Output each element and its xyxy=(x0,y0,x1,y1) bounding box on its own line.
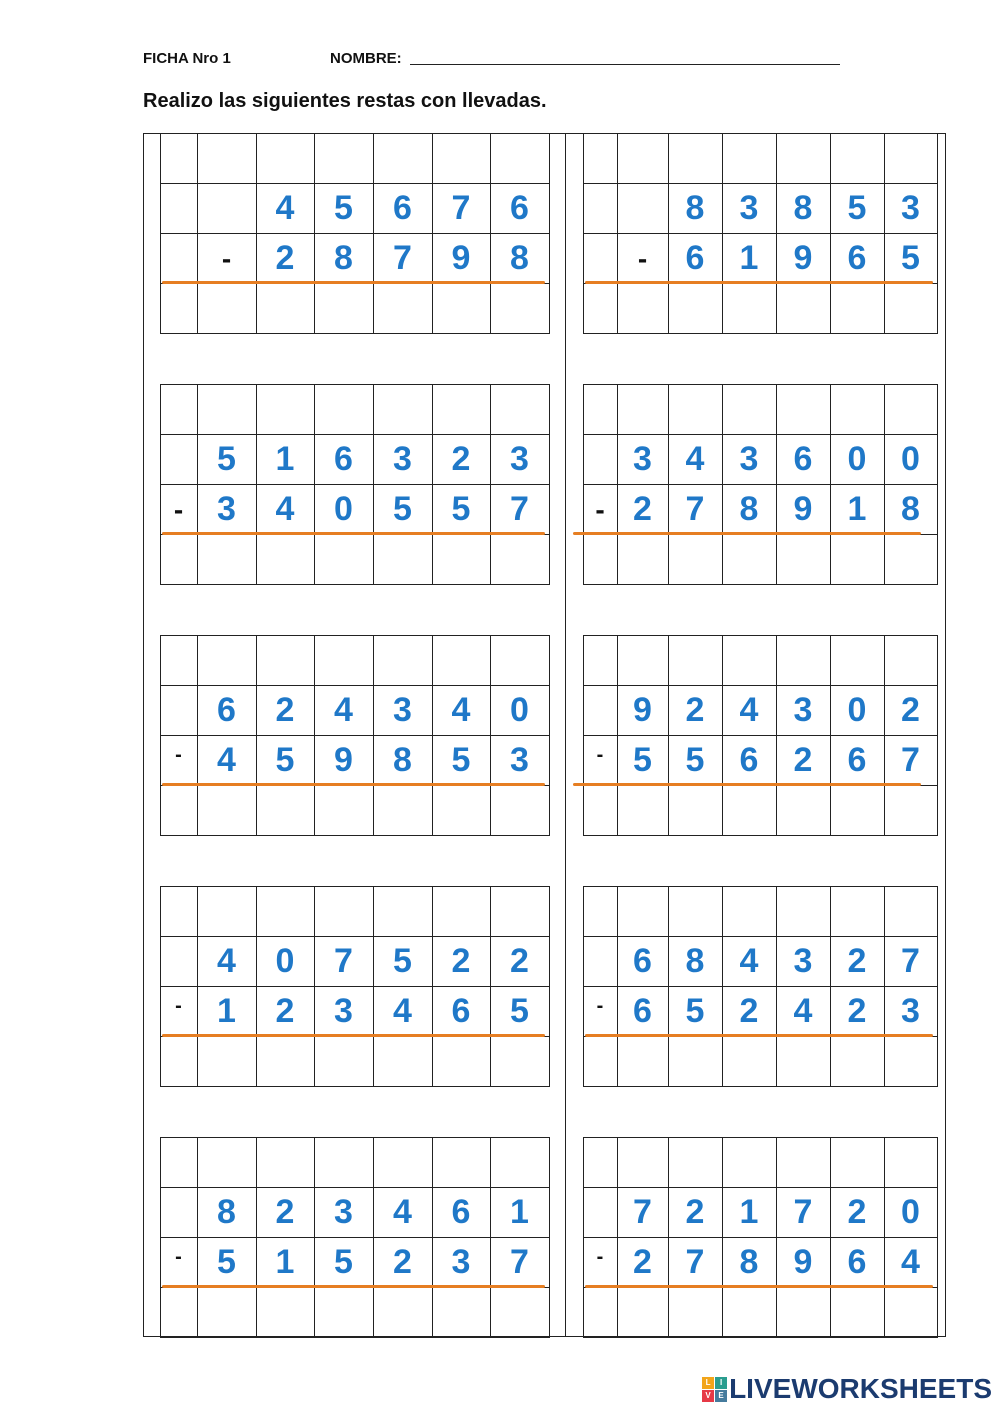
carry-cell[interactable] xyxy=(884,133,938,184)
answer-cell[interactable] xyxy=(373,534,433,585)
carry-cell[interactable] xyxy=(617,635,669,686)
carry-cell[interactable] xyxy=(314,1137,374,1188)
top-digit: 7 xyxy=(793,1193,813,1231)
answer-cell xyxy=(583,1287,618,1338)
answer-cell[interactable] xyxy=(884,785,938,836)
top-digit: 6 xyxy=(451,1193,471,1231)
answer-cell[interactable] xyxy=(490,534,550,585)
carry-cell xyxy=(160,1137,198,1188)
answer-cell xyxy=(160,1036,198,1087)
bottom-digit: 3 xyxy=(510,741,529,779)
carry-cell[interactable] xyxy=(256,133,315,184)
answer-cell[interactable] xyxy=(776,1287,831,1338)
carry-cell[interactable] xyxy=(884,886,938,937)
top-digit: 7 xyxy=(451,189,471,227)
top-digit: 4 xyxy=(217,942,236,980)
carry-cell[interactable] xyxy=(197,133,257,184)
carry-cell[interactable] xyxy=(490,635,550,686)
answer-cell[interactable] xyxy=(197,283,257,334)
bottom-digit: 5 xyxy=(275,741,295,779)
bottom-digit: 1 xyxy=(217,992,236,1030)
column-divider xyxy=(565,133,566,1337)
bottom-digit: 8 xyxy=(334,239,353,277)
answer-cell[interactable] xyxy=(256,534,315,585)
subtraction-underline xyxy=(585,1285,933,1288)
name-label: NOMBRE: xyxy=(330,50,402,67)
top-digit: 8 xyxy=(685,942,705,980)
bottom-digit: 1 xyxy=(847,490,867,528)
carry-cell xyxy=(583,133,618,184)
answer-cell[interactable] xyxy=(256,283,315,334)
carry-cell[interactable] xyxy=(668,133,723,184)
digit-cell xyxy=(583,685,618,736)
bottom-digit: 8 xyxy=(739,1243,759,1281)
top-digit: 4 xyxy=(685,440,705,478)
answer-cell xyxy=(583,785,618,836)
top-digit: 6 xyxy=(793,440,813,478)
top-digit: 3 xyxy=(633,440,652,478)
bottom-digit: 5 xyxy=(334,1243,353,1281)
carry-cell[interactable] xyxy=(490,133,550,184)
minus-sign: - xyxy=(596,995,604,1017)
subtraction-underline xyxy=(162,281,545,284)
bottom-digit: 8 xyxy=(739,490,759,528)
bottom-digit: 4 xyxy=(901,1243,920,1281)
digit-cell xyxy=(197,183,257,234)
top-digit: 2 xyxy=(685,1193,705,1231)
top-digit: 6 xyxy=(217,691,236,729)
bottom-digit: 4 xyxy=(275,490,295,528)
carry-cell[interactable] xyxy=(776,1137,831,1188)
answer-cell xyxy=(160,785,198,836)
top-digit: 2 xyxy=(510,942,529,980)
bottom-digit: 7 xyxy=(685,490,705,528)
carry-cell[interactable] xyxy=(373,635,433,686)
top-digit: 1 xyxy=(510,1193,529,1231)
minus-sign: - xyxy=(175,995,182,1017)
top-digit: 4 xyxy=(739,942,759,980)
top-digit: 4 xyxy=(739,691,759,729)
top-digit: 6 xyxy=(633,942,652,980)
minus-sign: - xyxy=(637,243,648,274)
top-digit: 2 xyxy=(847,942,867,980)
carry-cell[interactable] xyxy=(884,384,938,435)
answer-cell[interactable] xyxy=(314,1287,374,1338)
top-digit: 4 xyxy=(275,189,295,227)
digit-cell xyxy=(583,183,618,234)
bottom-digit: 8 xyxy=(901,490,920,528)
answer-cell[interactable] xyxy=(830,283,885,334)
carry-cell[interactable] xyxy=(256,384,315,435)
top-digit: 7 xyxy=(334,942,353,980)
carry-cell xyxy=(583,886,618,937)
answer-cell[interactable] xyxy=(722,785,777,836)
bottom-digit: 5 xyxy=(685,741,705,779)
bottom-digit: 5 xyxy=(901,239,920,277)
subtraction-underline xyxy=(162,783,545,786)
top-digit: 2 xyxy=(451,942,471,980)
carry-cell[interactable] xyxy=(668,1137,723,1188)
carry-cell xyxy=(160,133,198,184)
carry-cell[interactable] xyxy=(373,886,433,937)
top-digit: 3 xyxy=(739,189,759,227)
answer-cell[interactable] xyxy=(668,534,723,585)
bottom-digit: 5 xyxy=(685,992,705,1030)
bottom-digit: 6 xyxy=(633,992,652,1030)
carry-cell[interactable] xyxy=(722,384,777,435)
minus-sign: - xyxy=(595,494,605,525)
bottom-digit: 2 xyxy=(739,992,759,1030)
digit-cell xyxy=(160,233,198,284)
answer-cell xyxy=(160,283,198,334)
top-digit: 1 xyxy=(739,1193,759,1231)
answer-cell[interactable] xyxy=(373,1036,433,1087)
top-digit: 0 xyxy=(275,942,295,980)
bottom-digit: 6 xyxy=(847,1243,867,1281)
liveworksheets-logo-icon: L I V E xyxy=(702,1377,726,1401)
answer-cell[interactable] xyxy=(668,1287,723,1338)
digit-cell xyxy=(160,434,198,485)
top-digit: 3 xyxy=(901,189,920,227)
bottom-digit: 9 xyxy=(793,239,813,277)
carry-cell[interactable] xyxy=(776,133,831,184)
bottom-digit: 0 xyxy=(334,490,353,528)
digit-cell xyxy=(583,936,618,987)
answer-cell[interactable] xyxy=(617,534,669,585)
answer-cell[interactable] xyxy=(884,1287,938,1338)
bottom-digit: 9 xyxy=(334,741,353,779)
answer-cell[interactable] xyxy=(884,1036,938,1087)
minus-sign: - xyxy=(221,243,232,274)
answer-cell[interactable] xyxy=(884,283,938,334)
carry-cell[interactable] xyxy=(830,384,885,435)
subtraction-underline xyxy=(573,532,921,535)
top-digit: 0 xyxy=(901,440,920,478)
answer-cell[interactable] xyxy=(432,785,491,836)
answer-cell[interactable] xyxy=(314,785,374,836)
top-digit: 9 xyxy=(633,691,652,729)
answer-cell[interactable] xyxy=(830,1287,885,1338)
top-digit: 5 xyxy=(334,189,353,227)
bottom-digit: 4 xyxy=(793,992,813,1030)
bottom-digit: 2 xyxy=(633,490,652,528)
top-digit: 2 xyxy=(847,1193,867,1231)
answer-cell[interactable] xyxy=(197,1036,257,1087)
carry-cell[interactable] xyxy=(776,384,831,435)
top-digit: 5 xyxy=(847,189,867,227)
digit-cell xyxy=(160,1187,198,1238)
answer-cell[interactable] xyxy=(432,534,491,585)
top-digit: 2 xyxy=(275,691,295,729)
answer-cell[interactable] xyxy=(722,1036,777,1087)
top-digit: 3 xyxy=(393,440,412,478)
carry-cell[interactable] xyxy=(432,1137,491,1188)
answer-cell[interactable] xyxy=(256,1036,315,1087)
answer-cell xyxy=(583,1036,618,1087)
bottom-digit: 8 xyxy=(393,741,412,779)
top-digit: 3 xyxy=(510,440,529,478)
top-digit: 8 xyxy=(217,1193,236,1231)
bottom-digit: 7 xyxy=(685,1243,705,1281)
carry-cell[interactable] xyxy=(830,635,885,686)
top-digit: 6 xyxy=(510,189,529,227)
bottom-digit: 3 xyxy=(901,992,920,1030)
answer-cell[interactable] xyxy=(776,785,831,836)
bottom-digit: 6 xyxy=(847,239,867,277)
carry-cell[interactable] xyxy=(617,384,669,435)
carry-cell[interactable] xyxy=(884,1137,938,1188)
answer-cell[interactable] xyxy=(314,283,374,334)
carry-cell xyxy=(583,384,618,435)
subtraction-underline xyxy=(585,281,933,284)
liveworksheets-logo xyxy=(702,1373,992,1405)
digit-cell xyxy=(583,434,618,485)
answer-cell[interactable] xyxy=(490,785,550,836)
bottom-digit: 5 xyxy=(393,490,412,528)
instructions-title: Realizo las siguientes restas con llevadas. xyxy=(143,90,547,112)
digit-cell xyxy=(617,183,669,234)
bottom-digit: 5 xyxy=(451,741,471,779)
answer-cell[interactable] xyxy=(373,785,433,836)
carry-cell[interactable] xyxy=(432,384,491,435)
logo-text: LIVEWORKSHEETS xyxy=(729,1373,992,1404)
carry-cell xyxy=(160,886,198,937)
top-digit: 8 xyxy=(685,189,705,227)
name-field[interactable] xyxy=(330,50,840,67)
answer-cell[interactable] xyxy=(722,283,777,334)
answer-cell[interactable] xyxy=(314,1036,374,1087)
bottom-digit: 1 xyxy=(739,239,759,277)
carry-cell[interactable] xyxy=(197,635,257,686)
subtraction-underline xyxy=(585,1034,933,1037)
top-digit: 2 xyxy=(275,1193,295,1231)
top-digit: 3 xyxy=(793,691,813,729)
carry-cell[interactable] xyxy=(884,635,938,686)
answer-cell[interactable] xyxy=(373,1287,433,1338)
digit-cell xyxy=(583,233,618,284)
answer-cell xyxy=(583,534,618,585)
bottom-digit: 6 xyxy=(685,239,705,277)
carry-cell[interactable] xyxy=(490,1137,550,1188)
bottom-digit: 6 xyxy=(847,741,867,779)
top-digit: 6 xyxy=(334,440,353,478)
carry-cell[interactable] xyxy=(256,1137,315,1188)
carry-cell[interactable] xyxy=(776,635,831,686)
minus-sign: - xyxy=(173,494,184,525)
carry-cell[interactable] xyxy=(722,886,777,937)
bottom-digit: 9 xyxy=(793,490,813,528)
digit-cell xyxy=(583,1187,618,1238)
bottom-digit: 6 xyxy=(451,992,471,1030)
answer-cell[interactable] xyxy=(668,785,723,836)
top-digit: 0 xyxy=(847,440,867,478)
answer-cell[interactable] xyxy=(432,283,491,334)
answer-cell[interactable] xyxy=(617,1036,669,1087)
bottom-digit: 2 xyxy=(633,1243,652,1281)
carry-cell[interactable] xyxy=(432,635,491,686)
bottom-digit: 5 xyxy=(451,490,471,528)
answer-cell[interactable] xyxy=(830,534,885,585)
carry-cell[interactable] xyxy=(373,1137,433,1188)
bottom-digit: 4 xyxy=(217,741,236,779)
bottom-digit: 2 xyxy=(847,992,867,1030)
carry-cell[interactable] xyxy=(668,886,723,937)
top-digit: 0 xyxy=(847,691,867,729)
answer-cell[interactable] xyxy=(617,785,669,836)
top-digit: 3 xyxy=(393,691,412,729)
carry-cell[interactable] xyxy=(830,133,885,184)
minus-sign: - xyxy=(596,744,604,766)
bottom-digit: 2 xyxy=(275,992,295,1030)
top-digit: 8 xyxy=(793,189,813,227)
carry-cell[interactable] xyxy=(256,886,315,937)
bottom-digit: 4 xyxy=(393,992,412,1030)
answer-cell[interactable] xyxy=(668,283,723,334)
minus-sign: - xyxy=(175,1246,182,1268)
carry-cell[interactable] xyxy=(668,384,723,435)
top-digit: 2 xyxy=(451,440,471,478)
answer-cell[interactable] xyxy=(617,283,669,334)
bottom-digit: 7 xyxy=(510,1243,529,1281)
carry-cell xyxy=(160,635,198,686)
bottom-digit: 8 xyxy=(510,239,529,277)
digit-cell xyxy=(160,183,198,234)
digit-cell xyxy=(160,936,198,987)
answer-cell[interactable] xyxy=(256,1287,315,1338)
carry-cell[interactable] xyxy=(432,886,491,937)
bottom-digit: 2 xyxy=(275,239,295,277)
carry-cell[interactable] xyxy=(373,133,433,184)
bottom-digit: 3 xyxy=(217,490,236,528)
bottom-digit: 2 xyxy=(393,1243,412,1281)
carry-cell[interactable] xyxy=(617,133,669,184)
bottom-digit: 7 xyxy=(393,239,412,277)
carry-cell[interactable] xyxy=(668,635,723,686)
bottom-digit: 7 xyxy=(510,490,529,528)
top-digit: 0 xyxy=(510,691,529,729)
answer-cell[interactable] xyxy=(490,283,550,334)
minus-sign: - xyxy=(175,744,182,766)
carry-cell[interactable] xyxy=(490,384,550,435)
carry-cell[interactable] xyxy=(776,886,831,937)
top-digit: 7 xyxy=(633,1193,652,1231)
carry-cell[interactable] xyxy=(197,886,257,937)
answer-cell[interactable] xyxy=(197,1287,257,1338)
carry-cell[interactable] xyxy=(197,1137,257,1188)
top-digit: 4 xyxy=(393,1193,412,1231)
bottom-digit: 9 xyxy=(451,239,471,277)
carry-cell[interactable] xyxy=(722,1137,777,1188)
bottom-digit: 5 xyxy=(217,1243,236,1281)
carry-cell[interactable] xyxy=(722,635,777,686)
top-digit: 3 xyxy=(793,942,813,980)
subtraction-underline xyxy=(162,1285,545,1288)
sheet-number: FICHA Nro 1 xyxy=(143,50,231,67)
answer-cell[interactable] xyxy=(722,534,777,585)
answer-cell[interactable] xyxy=(490,1036,550,1087)
answer-cell[interactable] xyxy=(884,534,938,585)
bottom-digit: 3 xyxy=(451,1243,471,1281)
carry-cell xyxy=(583,1137,618,1188)
top-digit: 3 xyxy=(334,1193,353,1231)
answer-cell[interactable] xyxy=(197,534,257,585)
top-digit: 5 xyxy=(393,942,412,980)
top-digit: 0 xyxy=(901,1193,920,1231)
answer-cell xyxy=(160,534,198,585)
carry-cell[interactable] xyxy=(197,384,257,435)
top-digit: 5 xyxy=(217,440,236,478)
answer-cell[interactable] xyxy=(722,1287,777,1338)
carry-cell[interactable] xyxy=(830,1137,885,1188)
bottom-digit: 9 xyxy=(793,1243,813,1281)
answer-cell[interactable] xyxy=(617,1287,669,1338)
bottom-digit: 5 xyxy=(510,992,529,1030)
answer-cell xyxy=(583,283,618,334)
bottom-digit: 7 xyxy=(901,741,920,779)
carry-cell xyxy=(160,384,198,435)
top-digit: 2 xyxy=(901,691,920,729)
bottom-digit: 1 xyxy=(275,1243,295,1281)
answer-cell[interactable] xyxy=(314,534,374,585)
carry-cell[interactable] xyxy=(314,384,374,435)
carry-cell[interactable] xyxy=(830,886,885,937)
answer-cell[interactable] xyxy=(432,1036,491,1087)
digit-cell xyxy=(160,685,198,736)
answer-cell[interactable] xyxy=(830,785,885,836)
bottom-digit: 5 xyxy=(633,741,652,779)
top-digit: 4 xyxy=(451,691,471,729)
bottom-digit: 2 xyxy=(793,741,813,779)
carry-cell[interactable] xyxy=(722,133,777,184)
top-digit: 1 xyxy=(275,440,295,478)
answer-cell[interactable] xyxy=(830,1036,885,1087)
answer-cell[interactable] xyxy=(776,283,831,334)
answer-cell[interactable] xyxy=(256,785,315,836)
answer-cell[interactable] xyxy=(776,1036,831,1087)
carry-cell xyxy=(583,635,618,686)
answer-cell[interactable] xyxy=(373,283,433,334)
answer-cell[interactable] xyxy=(668,1036,723,1087)
carry-cell[interactable] xyxy=(256,635,315,686)
bottom-digit: 6 xyxy=(739,741,759,779)
top-digit: 3 xyxy=(739,440,759,478)
carry-cell[interactable] xyxy=(432,133,491,184)
top-digit: 4 xyxy=(334,691,353,729)
top-digit: 2 xyxy=(685,691,705,729)
top-digit: 6 xyxy=(393,189,412,227)
answer-cell xyxy=(160,1287,198,1338)
carry-cell[interactable] xyxy=(373,384,433,435)
answer-cell[interactable] xyxy=(432,1287,491,1338)
carry-cell[interactable] xyxy=(617,886,669,937)
bottom-digit: 3 xyxy=(334,992,353,1030)
answer-cell[interactable] xyxy=(197,785,257,836)
carry-cell[interactable] xyxy=(617,1137,669,1188)
subtraction-underline xyxy=(573,783,921,786)
carry-cell[interactable] xyxy=(314,133,374,184)
top-digit: 7 xyxy=(901,942,920,980)
carry-cell[interactable] xyxy=(314,635,374,686)
answer-cell[interactable] xyxy=(490,1287,550,1338)
answer-cell[interactable] xyxy=(776,534,831,585)
subtraction-underline xyxy=(162,532,545,535)
minus-sign: - xyxy=(596,1246,604,1268)
subtraction-underline xyxy=(162,1034,545,1037)
name-blank-line[interactable] xyxy=(410,64,840,65)
carry-cell[interactable] xyxy=(490,886,550,937)
carry-cell[interactable] xyxy=(314,886,374,937)
